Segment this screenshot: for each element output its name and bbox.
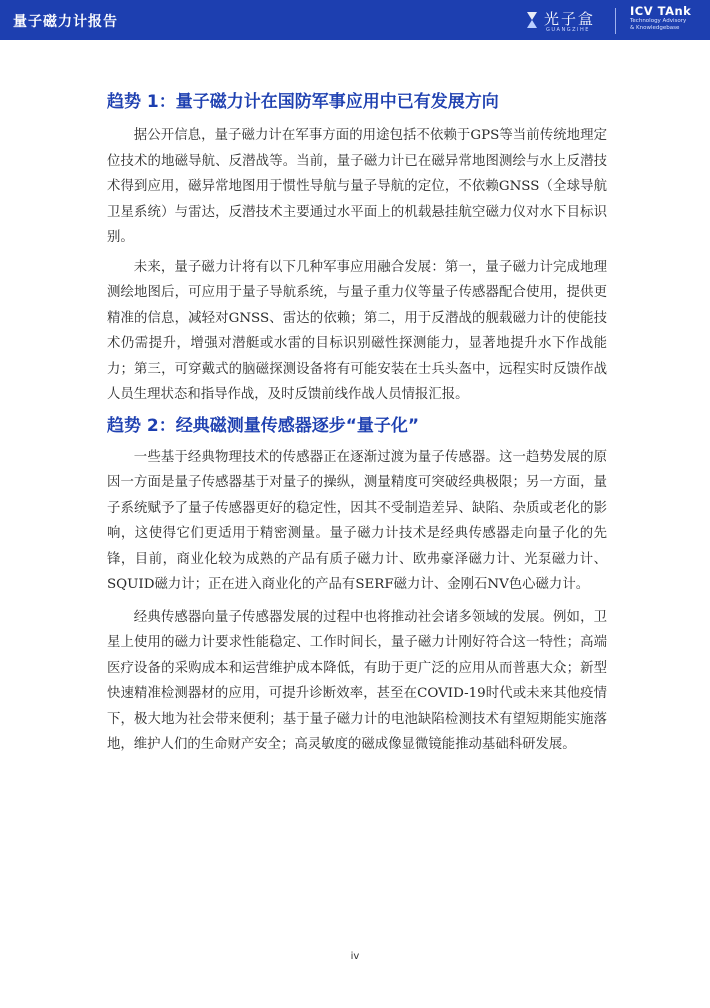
page-number: iv	[350, 951, 360, 962]
icvtank-logo-subtext-1: Technology Advisory	[630, 18, 687, 24]
page-content	[107, 88, 607, 758]
guangzihe-logo-icon	[525, 10, 539, 30]
header-bar	[0, 0, 710, 40]
guangzihe-logo-text: 光子盒	[544, 10, 596, 28]
icvtank-logo	[630, 5, 708, 35]
icvtank-logo-text: ICV TAnk	[630, 4, 692, 18]
report-title: 量子磁力计报告	[13, 14, 118, 30]
logo-divider	[615, 8, 616, 34]
guangzihe-logo-subtext: GUANGZIHE	[546, 27, 590, 33]
paragraph: 经典传感器向量子传感器发展的过程中也将推动社会诸多领域的发展。例如，卫星上使用的磁力计要求性能稳定、工作时间长，量子磁力计刚好符合这一特性；高端医疗设备的采购成本和运营维护成本降低，有助于更广泛的应用从而普惠大众；新型快速精准检测器材的应用，可提升诊断效率，甚至在COVID-19时代或未来其他疫情下，极大地为社会带来便利；基于量子磁力计的电池缺陷检测技术有望短期能实施落地，维护人们的生命财产安全；高灵敏度的磁成像显微镜能推动基础科研发展。	[107, 609, 607, 752]
section-heading-trend-1: 趋势 1：量子磁力计在国防军事应用中已有发展方向	[107, 92, 499, 112]
icvtank-logo-subtext-2: & Knowledgebase	[630, 25, 680, 31]
paragraph: 据公开信息，量子磁力计在军事方面的用途包括不依赖于GPS等当前传统地理定位技术的地磁导航、反潜战等。当前，量子磁力计已在磁异常地图测绘与水上反潜技术得到应用，磁异常地图用于惯性导航与量子导航的定位，不依赖GNSS（全球导航卫星系统）与雷达，反潜技术主要通过水平面上的机载悬挂航空磁力仪对水下目标识别。	[107, 128, 607, 245]
paragraph: 一些基于经典物理技术的传感器正在逐渐过渡为量子传感器。这一趋势发展的原因一方面是量子传感器基于对量子的操纵，测量精度可突破经典极限；另一方面，量子系统赋予了量子传感器更好的稳定性，因其不受制造差异、缺陷、杂质或老化的影响，这使得它们更适用于精密测量。量子磁力计技术是经典传感器走向量子化的先锋，目前，商业化较为成熟的产品有质子磁力计、欧弗豪泽磁力计、光泵磁力计、SQUID磁力计；正在进入商业化的产品有SERF磁力计、金刚石NV色心磁力计。	[107, 449, 607, 592]
section-heading-trend-2: 趋势 2：经典磁测量传感器逐步“量子化”	[107, 415, 420, 436]
paragraph: 未来，量子磁力计将有以下几种军事应用融合发展：第一，量子磁力计完成地理测绘地图后，可应用于量子导航系统，与量子重力仪等量子传感器配合使用，提供更精准的信息，减轻对GNSS、雷达的依赖；第二，用于反潜战的舰载磁力计的使能技术仍需提升，增强对潜艇或水雷的目标识别磁性探测能力，显著地提升水下作战能力；第三，可穿戴式的脑磁探测设备将有可能安装在士兵头盔中，远程实时反馈作战人员生理状态和指导作战，及时反馈前线作战人员情报汇报。	[107, 259, 607, 402]
guangzihe-logo	[525, 6, 605, 34]
